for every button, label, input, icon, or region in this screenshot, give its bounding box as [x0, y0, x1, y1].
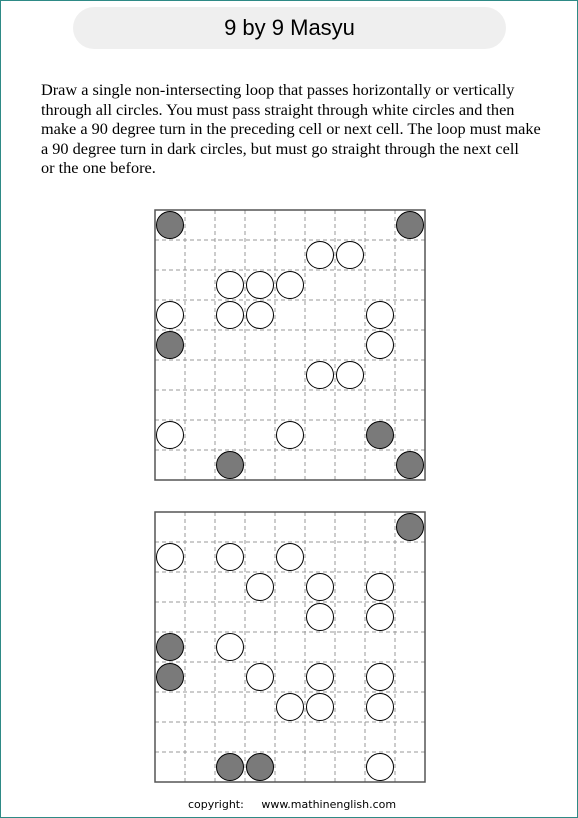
website-link[interactable]: www.mathinenglish.com — [261, 798, 397, 811]
white-circle — [367, 574, 394, 601]
white-circle — [247, 664, 274, 691]
instruction-line: through all circles. You must pass straight through white circles and then — [41, 99, 515, 119]
instruction-line: or the one before. — [41, 158, 156, 177]
black-circle — [397, 212, 424, 239]
white-circle — [367, 332, 394, 359]
black-circle — [157, 664, 184, 691]
instruction-line: a 90 degree turn in dark circles, but must go straight through the next cell — [41, 138, 519, 158]
white-circle — [367, 302, 394, 329]
black-circle — [367, 422, 394, 449]
black-circle — [157, 332, 184, 359]
white-circle — [367, 694, 394, 721]
white-circle — [277, 272, 304, 299]
page-title-text: 9 by 9 Masyu — [224, 15, 355, 40]
copyright-label: copyright: — [188, 798, 244, 811]
white-circle — [307, 362, 334, 389]
black-circle — [397, 514, 424, 541]
white-circle — [217, 302, 244, 329]
black-circle — [217, 754, 244, 781]
white-circle — [157, 422, 184, 449]
white-circle — [277, 544, 304, 571]
instruction-line: make a 90 degree turn in the preceding cell or next cell. The loop must make — [41, 119, 541, 138]
white-circle — [277, 694, 304, 721]
instruction-line: Draw a single non-intersecting loop that passes horizontally or vertically — [41, 80, 515, 99]
white-circle — [157, 544, 184, 571]
white-circle — [217, 272, 244, 299]
masyu-puzzle-2 — [154, 511, 426, 783]
white-circle — [247, 302, 274, 329]
white-circle — [217, 544, 244, 571]
white-circle — [247, 272, 274, 299]
black-circle — [247, 754, 274, 781]
white-circle — [217, 634, 244, 661]
white-circle — [307, 242, 334, 269]
white-circle — [157, 302, 184, 329]
black-circle — [157, 634, 184, 661]
white-circle — [307, 694, 334, 721]
black-circle — [217, 452, 244, 479]
white-circle — [247, 574, 274, 601]
white-circle — [307, 664, 334, 691]
white-circle — [307, 574, 334, 601]
white-circle — [307, 604, 334, 631]
white-circle — [337, 242, 364, 269]
white-circle — [367, 604, 394, 631]
masyu-puzzle-1 — [154, 209, 426, 481]
footer — [188, 798, 396, 811]
white-circle — [367, 754, 394, 781]
instructions — [41, 80, 551, 178]
page-title — [73, 7, 506, 49]
black-circle — [157, 212, 184, 239]
black-circle — [397, 452, 424, 479]
white-circle — [277, 422, 304, 449]
white-circle — [337, 362, 364, 389]
white-circle — [367, 664, 394, 691]
